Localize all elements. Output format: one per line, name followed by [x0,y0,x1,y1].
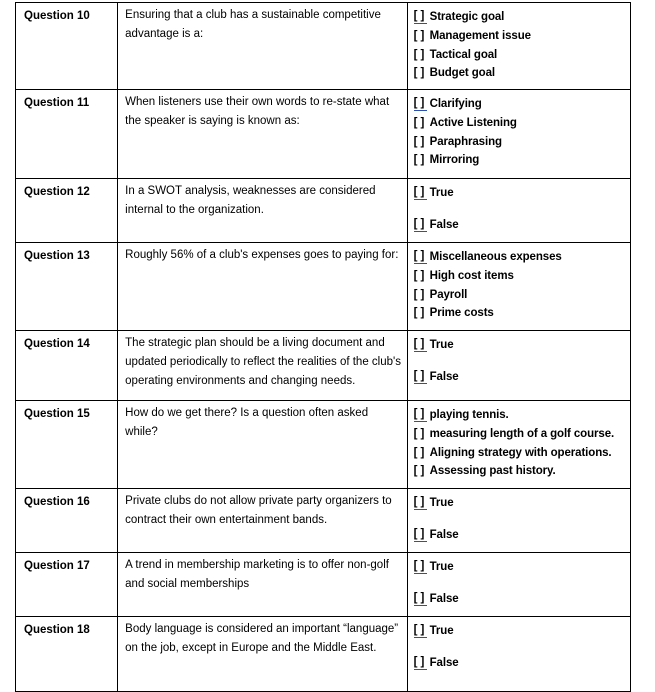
answer-option[interactable] [414,425,630,444]
question-label-cell [16,3,118,90]
answer-option[interactable] [414,8,630,27]
question-label: Question 10 [24,10,90,22]
answer-option[interactable] [414,64,630,83]
question-label-cell [16,401,118,489]
question-row [16,331,631,401]
answer-options [408,553,630,608]
answer-option-text: Prime costs [429,307,494,320]
answer-option-text: Aligning strategy with operations. [429,446,612,459]
checkbox-icon[interactable]: [ ] [414,528,427,542]
question-text-cell [118,179,407,243]
checkbox-icon[interactable]: [ ] [413,428,425,441]
checkbox-icon[interactable]: [ ] [414,10,427,24]
answer-option[interactable] [414,304,630,323]
checkbox-icon[interactable]: [ ] [414,408,427,422]
question-label-cell [16,243,118,331]
answer-options [408,179,630,234]
checkbox-icon[interactable]: [ ] [414,338,427,352]
question-label-cell [16,553,118,617]
answer-option-text: Paraphrasing [429,135,502,148]
answer-options-cell [407,401,630,489]
answer-option[interactable] [414,462,630,481]
question-row [16,243,631,331]
answer-option-text: True [429,187,454,200]
checkbox-icon[interactable]: [ ] [413,135,425,148]
question-row [16,617,631,692]
question-text-cell [118,90,407,179]
answer-option-text: False [429,219,459,232]
checkbox-icon[interactable]: [ ] [413,154,425,167]
question-text: Private clubs do not allow private party organizers to contract their own entertainment bands. [125,495,392,526]
question-label: Question 15 [24,408,90,420]
checkbox-icon[interactable]: [ ] [414,592,427,606]
checkbox-icon[interactable]: [ ] [413,30,425,43]
answer-option-text: False [429,657,459,670]
question-row [16,3,631,90]
answer-options [408,617,630,672]
answer-option-text: False [429,371,459,384]
checkbox-icon[interactable]: [ ] [413,465,425,478]
answer-option[interactable] [414,151,630,170]
answer-option[interactable] [414,622,630,641]
answer-option-text: Payroll [429,288,468,301]
question-label: Question 11 [24,97,90,109]
answer-option[interactable] [414,494,630,513]
answer-option[interactable] [414,267,630,286]
answer-option-text: Mirroring [429,154,480,167]
question-text-cell [118,401,407,489]
answer-option[interactable] [414,248,630,267]
checkbox-icon[interactable]: [ ] [414,624,427,638]
answer-option-text: Tactical goal [429,48,498,61]
question-label: Question 13 [24,250,90,262]
question-row [16,179,631,243]
checkbox-icon[interactable]: [ ] [413,288,425,301]
answer-option-text: False [429,593,459,606]
answer-option[interactable] [414,132,630,151]
answer-option[interactable] [414,590,630,609]
question-row [16,553,631,617]
question-text-cell [118,553,407,617]
answer-options-cell [407,243,630,331]
question-text: Roughly 56% of a club's expenses goes to paying for: [125,249,399,261]
checkbox-icon[interactable]: [ ] [413,48,425,61]
checkbox-icon[interactable]: [ ] [413,446,425,459]
answer-option-text: High cost items [429,270,514,283]
answer-options-cell [407,331,630,401]
answer-option[interactable] [414,406,630,425]
answer-option-text: True [429,561,454,574]
question-text: Ensuring that a club has a sustainable competitive advantage is a: [125,9,381,40]
answer-option[interactable] [414,336,630,355]
answer-option[interactable] [414,27,630,46]
answer-options-cell [407,553,630,617]
answer-option-text: True [429,339,454,352]
answer-options [408,489,630,544]
question-text: The strategic plan should be a living document and updated periodically to reflect the realities of the club's operating environments and changing needs. [125,337,401,387]
question-text: Body language is considered an important “language” on the job, except in Europe and the Middle East. [125,623,399,654]
question-text: In a SWOT analysis, weaknesses are considered internal to the organization. [125,185,376,216]
question-label-cell [16,90,118,179]
checkbox-icon[interactable]: [ ] [413,270,425,283]
question-text: A trend in membership marketing is to offer non-golf and social memberships [125,559,389,590]
answer-option[interactable] [414,216,630,235]
answer-option[interactable] [414,368,630,387]
answer-options-cell [407,489,630,553]
checkbox-icon[interactable]: [ ] [414,370,427,384]
question-label-cell [16,489,118,553]
answer-option-text: True [429,625,454,638]
answer-option-text: True [429,497,454,510]
question-text-cell [118,331,407,401]
question-text-cell [118,617,407,692]
question-row [16,90,631,179]
answer-option[interactable] [414,443,630,462]
answer-option-text: False [429,529,459,542]
question-label-cell [16,179,118,243]
answer-options [408,243,630,323]
question-label: Question 14 [24,338,90,350]
answer-option[interactable] [414,285,630,304]
answer-option-text: Strategic goal [429,11,505,24]
answer-options [408,401,630,481]
answer-option-text: Management issue [429,30,531,43]
answer-options-cell [407,617,630,692]
question-text-cell [118,3,407,90]
answer-option-text: Clarifying [429,98,482,111]
answer-option-text: Miscellaneous expenses [429,251,562,264]
question-label-cell [16,331,118,401]
answer-option[interactable] [414,114,630,133]
quiz-table [15,2,631,692]
answer-option[interactable] [414,526,630,545]
question-row [16,489,631,553]
answer-option-text: playing tennis. [429,409,509,422]
answer-option-text: Active Listening [429,117,517,130]
question-text-cell [118,489,407,553]
answer-options-cell [407,179,630,243]
quiz-body [16,3,631,692]
question-label: Question 16 [24,496,90,508]
checkbox-icon[interactable]: [ ] [414,218,427,232]
question-text: How do we get there? Is a question often asked while? [125,407,369,438]
answer-option[interactable] [414,558,630,577]
question-text-cell [118,243,407,331]
question-label: Question 17 [24,560,90,572]
answer-option-text: Assessing past history. [429,465,556,478]
checkbox-icon[interactable]: [ ] [414,97,427,111]
answer-options [408,90,630,170]
answer-options [408,3,630,83]
answer-option[interactable] [414,654,630,673]
answer-option[interactable] [414,184,630,203]
answer-option-text: Budget goal [429,67,495,80]
answer-options-cell [407,3,630,90]
checkbox-icon[interactable]: [ ] [414,496,427,510]
question-label: Question 18 [24,624,90,636]
answer-option-text: measuring length of a golf course. [429,428,615,441]
question-label-cell [16,617,118,692]
checkbox-icon[interactable]: [ ] [414,186,427,200]
checkbox-icon[interactable]: [ ] [413,307,425,320]
checkbox-icon[interactable]: [ ] [413,67,425,80]
question-text: When listeners use their own words to re-state what the speaker is saying is known as: [125,96,390,127]
question-row [16,401,631,489]
checkbox-icon[interactable]: [ ] [414,560,427,574]
answer-option[interactable] [414,45,630,64]
checkbox-icon[interactable]: [ ] [414,656,427,670]
question-label: Question 12 [24,186,90,198]
answer-option[interactable] [414,95,630,114]
checkbox-icon[interactable]: [ ] [414,250,427,264]
answer-options-cell [407,90,630,179]
answer-options [408,331,630,386]
checkbox-icon[interactable]: [ ] [413,117,425,130]
